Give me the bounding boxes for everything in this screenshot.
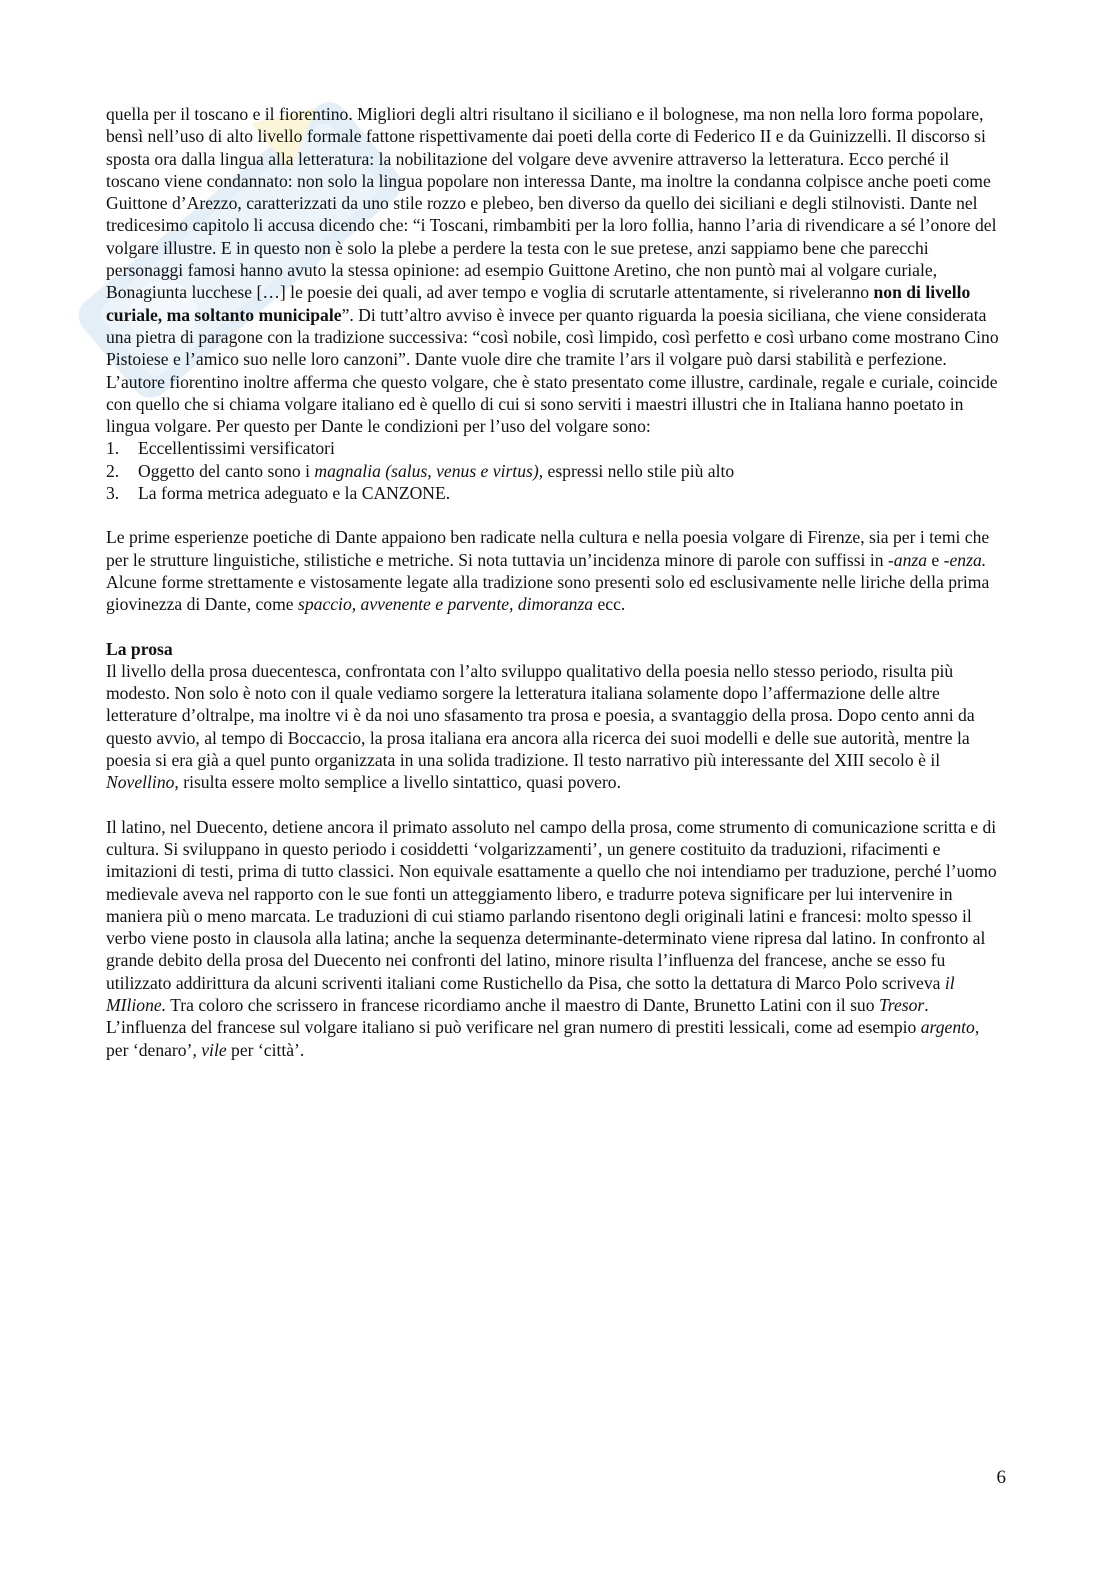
text-span: . L’influenza del francese sul volgare italiano si può verificare nel gran numero di prestiti lessicali, come ad esempio xyxy=(106,994,929,1038)
document-body xyxy=(106,103,1006,1061)
text-span: per ‘città’. xyxy=(226,1039,305,1060)
italic-text: -anza xyxy=(887,549,928,570)
italic-text: vile xyxy=(201,1039,227,1060)
list-item xyxy=(106,437,1006,459)
italic-text: magnalia (salus, venus e virtus), xyxy=(314,460,544,481)
spacer xyxy=(106,794,1006,816)
text-span: ”. Di tutt’altro avviso è invece per quanto riguarda la poesia siciliana, che viene considerata una pietra di paragone con la tradizione successiva: “così nobile, così limpido, così perfetto e così urbano come mostrano Cino Pistoiese e l’amico suo nelle loro canzoni”. Dante vuole dire che tramite l’ars il volgare può darsi stabilità e perfezione. L’autore fiorentino inoltre afferma che questo volgare, che è stato presentato come illustre, cardinale, regale e curiale, coincide con quello che si chiama volgare italiano ed è quello di cui si sono serviti i maestri illustri che in Italiana hanno poetato in lingua volgare. Per questo per Dante le condizioni per l’uso del volgare sono: xyxy=(106,304,999,437)
italic-text: Novellino, xyxy=(106,772,179,793)
paragraph-latino-duecento xyxy=(106,816,1006,1061)
text-span: quella per il toscano e il fiorentino. Migliori degli altri risultano il siciliano e il bolognese, ma non nella loro forma popolare, bensì nell’uso di alto livello formale fattone rispettivamente dai poeti della corte di Federico II e da Guinizzelli. Il discorso si sposta ora dalla lingua alla letteratura: la nobilitazione del volgare deve avvenire attraverso la letteratura. Ecco perché il toscano viene condannato: non solo la lingua popolare non interessa Dante, ma inoltre la condanna colpisce anche poeti come Guittone d’Arezzo, caratterizzati da uno stile rozzo e plebeo, ben diverso da quello dei siciliani e degli stilnovisti. Dante nel tredicesimo capitolo li accusa dicendo che: “i Toscani, rimbambiti per la loro follia, hanno l’aria di rivendicare a sé l’onore del volgare illustre. E in questo non è solo la plebe a perdere la testa con le sue pretese, anzi sappiamo bene che parecchi personaggi famosi hanno avuto la stessa opinione: ad esempio Guittone Aretino, che non puntò mai al volgare curiale, Bonagiunta lucchese […] le poesie dei quali, ad aver tempo e voglia di scrutarle attentamente, si riveleranno xyxy=(106,104,997,303)
text-span: Le prime esperienze poetiche di Dante appaiono ben radicate nella cultura e nella poesia volgare di Firenze, sia per i temi che per le strutture linguistiche, stilistiche e metriche. Si nota tuttavia un’incidenza minore di parole con suffissi in xyxy=(106,527,990,570)
text-span: Tra coloro che scrissero in francese ricordiamo anche il maestro di Dante, Brunetto Latini con il suo xyxy=(166,994,879,1015)
list-item xyxy=(106,482,1006,504)
list-item-text: Oggetto del canto sono i xyxy=(138,460,315,481)
paragraph-prime-esperienze xyxy=(106,526,1006,615)
paragraph-prosa-duecentesca xyxy=(106,660,1006,794)
page-number: 6 xyxy=(996,1467,1006,1488)
list-item-text: Eccellentissimi versificatori xyxy=(138,438,335,459)
text-span: per ‘denaro’, xyxy=(106,1039,202,1060)
paragraph-volgare-illustre xyxy=(106,103,1006,437)
list-item xyxy=(106,460,1006,482)
list-item-text: La forma metrica adeguato e la CANZONE. xyxy=(138,483,451,504)
italic-text: il MIlione. xyxy=(106,972,955,1015)
list-number: 2. xyxy=(106,460,120,481)
italic-text: spaccio, avvenente e parvente, dimoranza xyxy=(298,594,594,615)
text-span: ecc. xyxy=(593,594,626,615)
spacer xyxy=(106,504,1006,526)
list-number: 1. xyxy=(106,438,120,459)
text-span: e xyxy=(927,549,944,570)
text-span: Il livello della prosa duecentesca, confrontata con l’alto sviluppo qualitativo della poesia nello stesso periodo, risulta più modesto. Non solo è noto con il quale vediamo sorgere la letteratura italiana solamente dopo l’affermazione delle altre letterature d’oltralpe, ma inoltre vi è da noi uno sfasamento tra prosa e poesia, a svantaggio della prosa. Dopo cento anni da questo avvio, al tempo di Boccaccio, la prosa italiana era ancora alla ricerca dei suoi modelli e delle sue autorità, mentre la poesia si era già a quel punto organizzata in una solida tradizione. Il testo narrativo più interessante del XIII secolo è il xyxy=(106,660,975,771)
list-number: 3. xyxy=(106,483,120,504)
text-span: Il latino, nel Duecento, detiene ancora il primato assoluto nel campo della prosa, come strumento di comunicazione scritta e di cultura. Si sviluppano in questo periodo i cosiddetti ‘volgarizzamenti’, un genere costituito da traduzioni, rifacimenti e imitazioni di testi, prima di tutto classici. Non equivale esattamente a quello che noi intendiamo per traduzione, perché l’uomo medievale aveva nel rapporto con le sue fonti un atteggiamento libero, e tradurre poteva significare per lui intervenire in maniera più o meno marcata. Le traduzioni di cui stiamo parlando risentono degli originali latini e francesi: molto spesso il verbo viene posto in clausola alla latina; anche la sequenza determinante-determinato viene ripresa dal latino. In confronto al grande debito della prosa del Duecento nei confronti del latino, minore risulta l’influenza del francese, anche se esso fu utilizzato addirittura da alcuni scriventi italiani come Rustichello da Pisa, che sotto la dettatura di Marco Polo scriveva xyxy=(106,816,997,993)
bold-text: non di livello curiale, ma soltanto municipale xyxy=(106,282,971,325)
italic-text: Tresor xyxy=(878,994,925,1015)
text-span: Alcune forme strettamente e vistosamente legate alla tradizione sono presenti solo ed esclusivamente nelle liriche della prima giovinezza di Dante, come xyxy=(106,571,990,615)
italic-text: -enza. xyxy=(943,549,987,570)
spacer xyxy=(106,616,1006,638)
section-heading: La prosa xyxy=(106,638,173,659)
text-span: risulta essere molto semplice a livello sintattico, quasi povero. xyxy=(178,772,621,793)
list-item-text: espressi nello stile più alto xyxy=(543,460,735,481)
conditions-list xyxy=(106,437,1006,504)
italic-text: argento, xyxy=(920,1017,980,1038)
